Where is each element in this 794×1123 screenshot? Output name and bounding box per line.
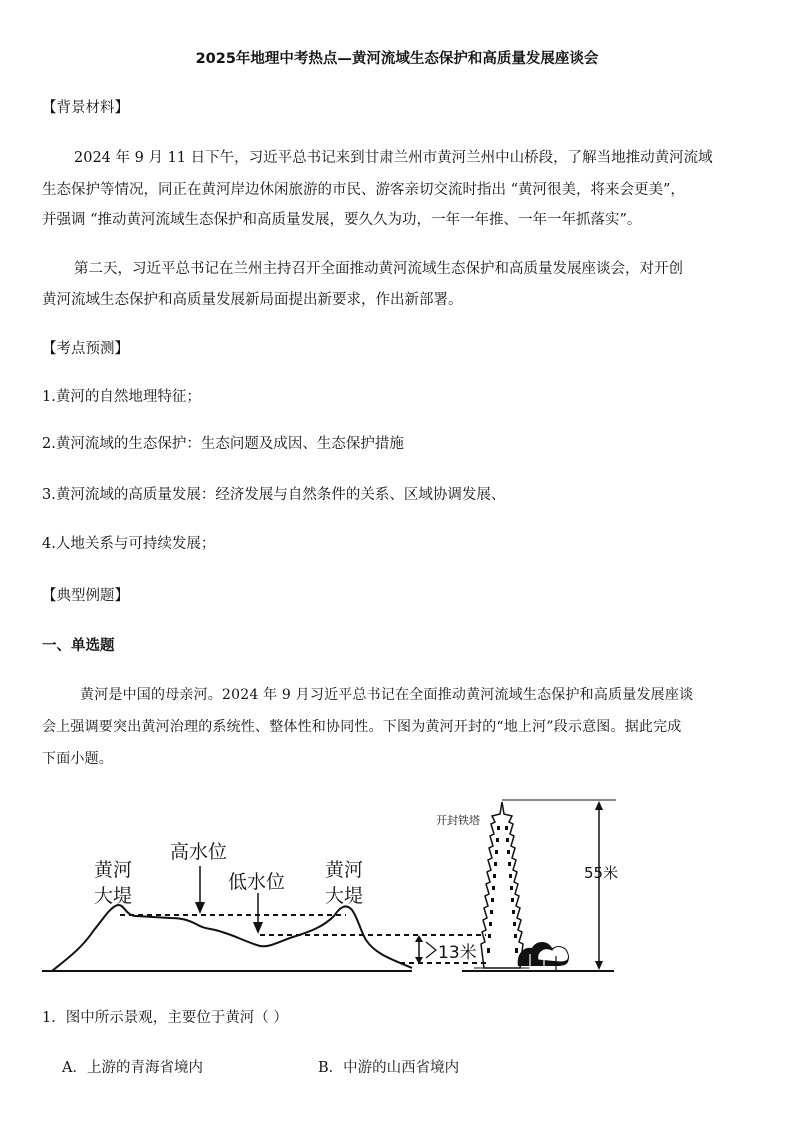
- para1-line2: 生态保护等情况，同正在黄河岸边休闲旅游的市民、游客亲切交流时指出 “黄河很美，将来会更美”，: [42, 182, 685, 198]
- low-water-arrowhead: [253, 922, 263, 934]
- height-13-label: 13米: [438, 943, 477, 963]
- height-55-arrow-bottom: [595, 961, 603, 970]
- para1-line1: 2024 年 9 月 11 日下午，习近平总书记来到甘肃兰州市黄河兰州中山桥段，了解当地推动黄河流域: [74, 150, 713, 166]
- para2-line1: 第二天，习近平总书记在兰州主持召开全面推动黄河流域生态保护和高质量发展座谈会，对开创: [74, 261, 683, 277]
- height-13-bracket: [426, 942, 436, 958]
- document-title: 2025年地理中考热点—黄河流域生态保护和高质量发展座谈会: [195, 51, 599, 67]
- left-levee-label-2: 大堤: [94, 885, 133, 907]
- option-b[interactable]: B．中游的山西省境内: [318, 1060, 460, 1076]
- low-water-label: 低水位: [228, 871, 286, 893]
- background-heading: 【背景材料】: [42, 100, 129, 116]
- forecast-heading: 【考点预测】: [42, 341, 129, 357]
- examples-heading: 【典型例题】: [42, 588, 129, 604]
- forecast-item-1: 1.黄河的自然地理特征；: [42, 389, 201, 405]
- tower-windows: [487, 826, 518, 953]
- tower-silhouette: [481, 802, 523, 968]
- option-a[interactable]: A．上游的青海省境内: [62, 1060, 203, 1076]
- height-55-arrow-top: [595, 801, 603, 810]
- height-13-arrow-top: [415, 935, 423, 942]
- intro-line3: 下面小题。: [42, 751, 113, 767]
- yellow-river-diagram: [0, 790, 794, 990]
- para1-line3: 并强调 “推动黄河流域生态保护和高质量发展，要久久为功，一年一年推、一年一年抓落实”。: [42, 212, 642, 228]
- right-levee-label-1: 黄河: [325, 859, 364, 881]
- trees: [518, 942, 569, 970]
- forecast-item-4: 4.人地关系与可持续发展；: [42, 536, 216, 552]
- left-levee-label-1: 黄河: [94, 859, 133, 881]
- question-1: 1．图中所示景观，主要位于黄河（ ）: [42, 1010, 288, 1026]
- height-55-label: 55米: [584, 864, 619, 882]
- intro-line1: 黄河是中国的母亲河。2024 年 9 月习近平总书记在全面推动黄河流域生态保护和高质量发展座谈: [80, 687, 694, 703]
- section-single-choice: 一、单选题: [42, 638, 115, 654]
- high-water-label: 高水位: [170, 841, 228, 863]
- tower-name-label: 开封铁塔: [436, 814, 480, 827]
- forecast-item-3: 3.黄河流域的高质量发展：经济发展与自然条件的关系、区域协调发展、: [42, 487, 506, 503]
- para2-line2: 黄河流域生态保护和高质量发展新局面提出新要求，作出新部署。: [42, 292, 463, 308]
- high-water-arrowhead: [195, 902, 205, 914]
- forecast-item-2: 2.黄河流域的生态保护：生态问题及成因、生态保护措施: [42, 436, 404, 452]
- right-levee-label-2: 大堤: [325, 885, 364, 907]
- intro-line2: 会上强调要突出黄河治理的系统性、整体性和协同性。下图为黄河开封的“地上河”段示意图。据此完成: [42, 719, 682, 735]
